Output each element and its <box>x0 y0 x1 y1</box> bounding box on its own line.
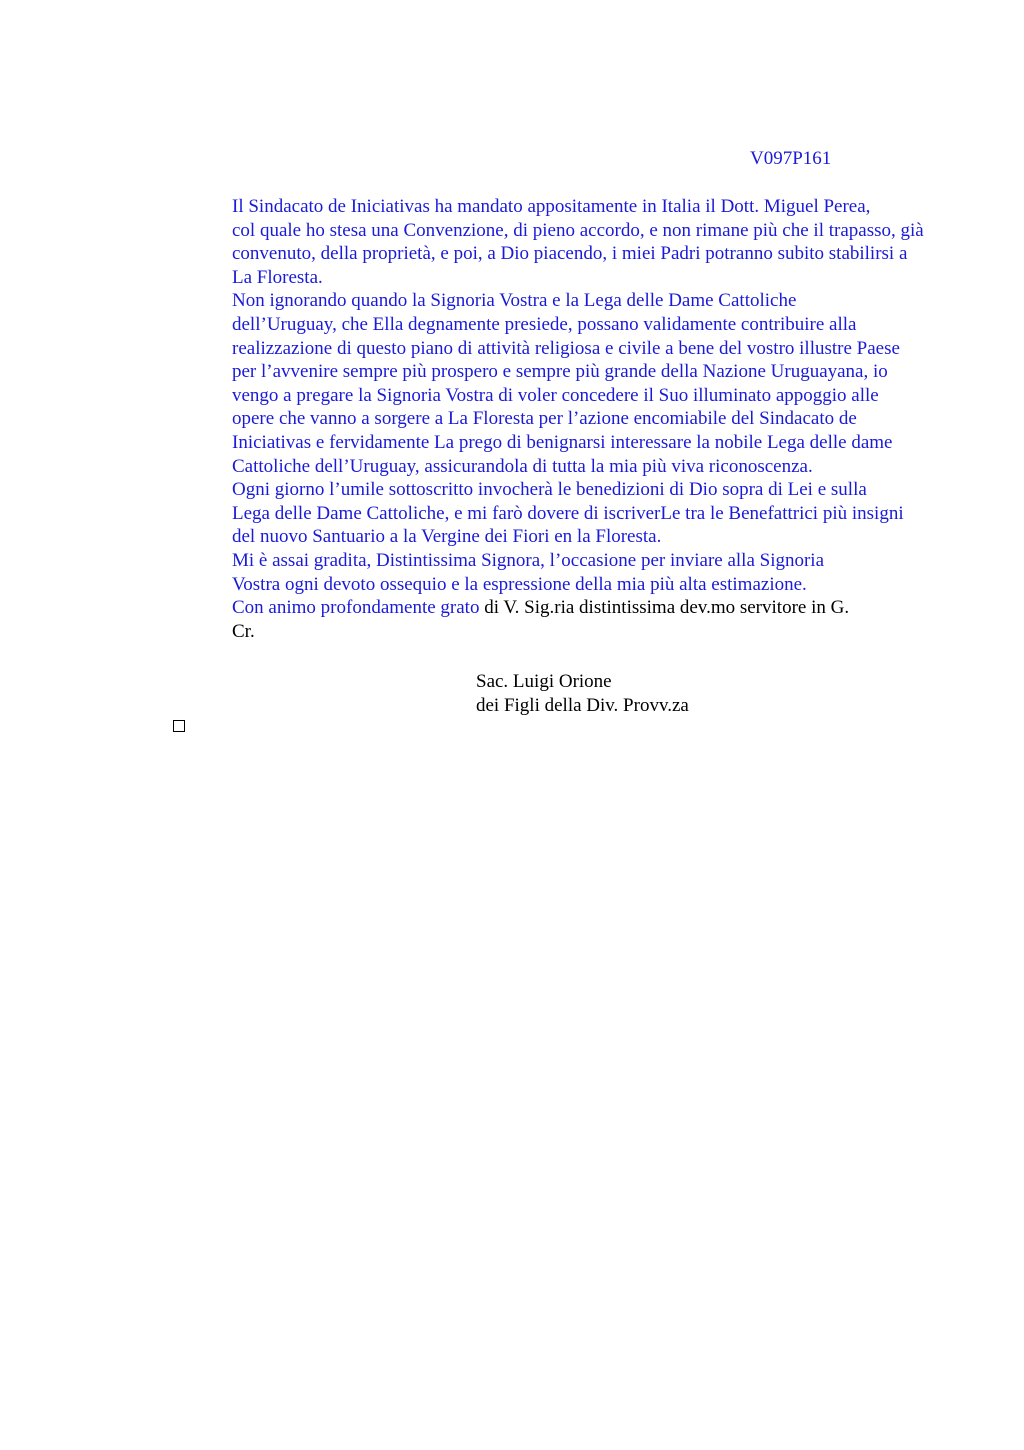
closing-blue-text: Con animo profondamente grato <box>232 597 480 619</box>
text-line: Mi è assai gradita, Distintissima Signora, l’occasione per inviare alla Signoria <box>232 549 825 571</box>
empty-box-icon <box>173 720 185 732</box>
letter-body <box>171 195 931 643</box>
signature-name: Sac. Luigi Orione <box>476 671 612 692</box>
paragraph-2 <box>171 289 931 478</box>
paragraph-4 <box>171 549 931 596</box>
text-line: Cattoliche dell’Uruguay, assicurandola di tutta la mia più viva riconoscenza. <box>232 455 813 477</box>
signature-title: dei Figli della Div. Provv.za <box>476 694 689 716</box>
text-line: Ogni giorno l’umile sottoscritto invocherà le benedizioni di Dio sopra di Lei e sulla <box>232 479 867 501</box>
text-line: per l’avvenire sempre più prospero e sempre più grande della Nazione Uruguayana, io <box>232 361 888 383</box>
closing-paragraph <box>171 596 931 643</box>
signature-block <box>476 670 689 717</box>
text-line: realizzazione di questo piano di attività religiosa e civile a bene del vostro illustre Paese <box>232 337 900 359</box>
text-line: col quale ho stesa una Convenzione, di pieno accordo, e non rimane più che il trapasso, già <box>232 219 924 241</box>
text-line: convenuto, della proprietà, e poi, a Dio piacendo, i miei Padri potranno subito stabilirsi a <box>232 243 908 265</box>
text-line: Il Sindacato de Iniciativas ha mandato appositamente in Italia il Dott. Miguel Perea, <box>232 196 871 217</box>
closing-continuation: Cr. <box>232 620 255 642</box>
text-line: dell’Uruguay, che Ella degnamente presiede, possano validamente contribuire alla <box>232 313 857 335</box>
text-line: del nuovo Santuario a la Vergine dei Fiori en la Floresta. <box>232 526 662 548</box>
closing-line <box>171 596 931 620</box>
text-line: La Floresta. <box>232 266 323 288</box>
text-line: Iniciativas e fervidamente La prego di benignarsi interessare la nobile Lega delle dame <box>232 431 893 453</box>
closing-black-text: di V. Sig.ria distintissima dev.mo servitore in G. <box>479 597 850 619</box>
text-line: Lega delle Dame Cattoliche, e mi farò dovere di iscriverLe tra le Benefattrici più insigni <box>232 502 904 524</box>
text-line: opere che vanno a sorgere a La Floresta per l’azione encomiabile del Sindacato de <box>232 408 857 430</box>
text-line: Vostra ogni devoto ossequio e la espressione della mia più alta estimazione. <box>232 573 807 595</box>
page-reference: V097P161 <box>750 148 832 169</box>
paragraph-1 <box>171 195 931 289</box>
text-line: Non ignorando quando la Signoria Vostra e la Lega delle Dame Cattoliche <box>232 290 797 312</box>
text-line: vengo a pregare la Signoria Vostra di voler concedere il Suo illuminato appoggio alle <box>232 384 879 406</box>
paragraph-3 <box>171 478 931 549</box>
